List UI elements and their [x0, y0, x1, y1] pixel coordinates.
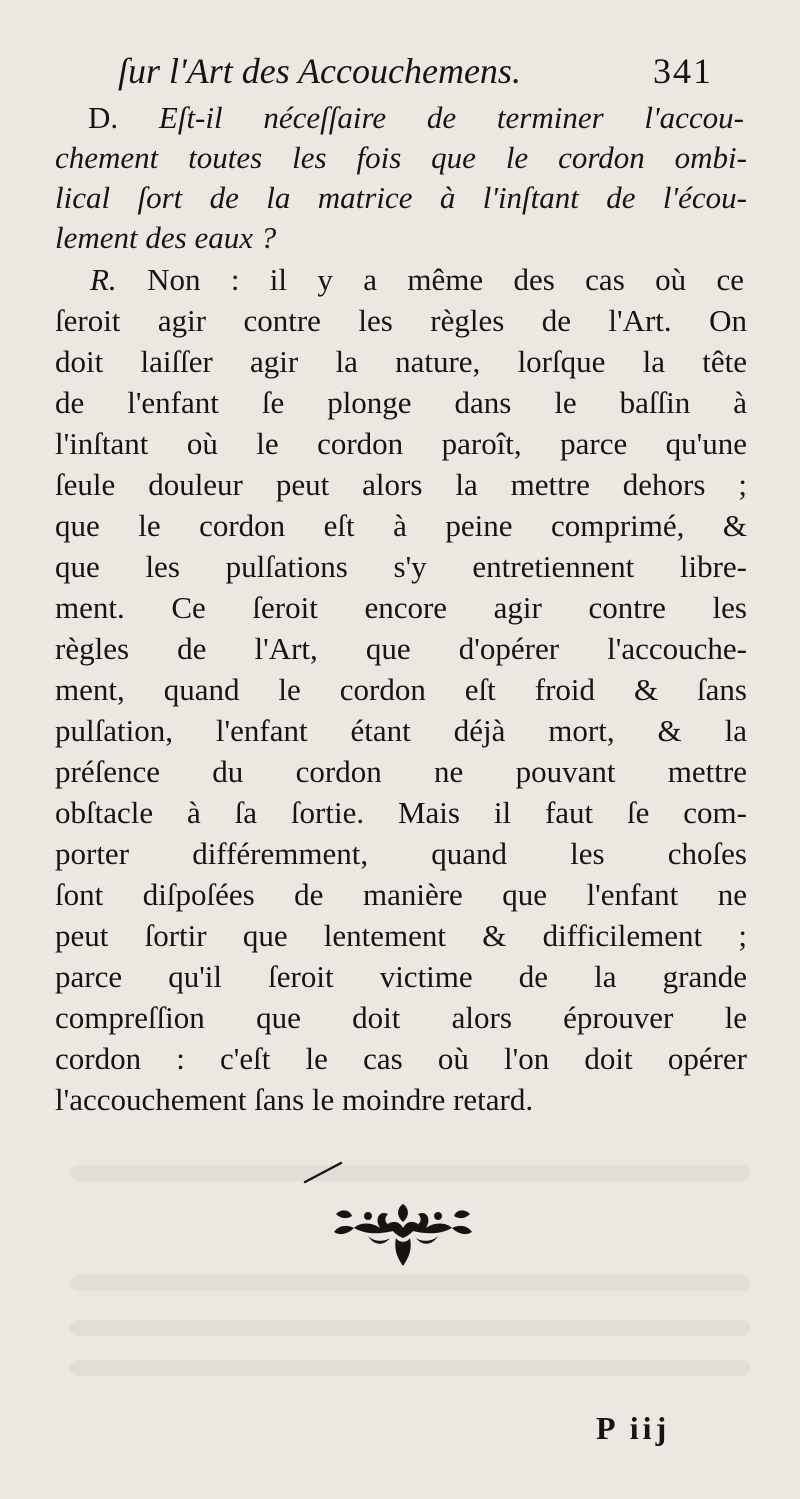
answer-line: règles de l'Art, que d'opérer l'accouche-	[55, 631, 747, 666]
answer-line: ſeroit agir contre les règles de l'Art. On	[55, 303, 747, 338]
stray-ink-mark	[303, 1160, 343, 1184]
answer-line: peut ſortir que lentement & difficilement ;	[55, 918, 747, 953]
answer-line: parce qu'il ſeroit victime de la grande	[55, 959, 747, 994]
answer-line: porter différemment, quand les choſes	[55, 836, 747, 871]
answer-line: que les pulſations s'y entretiennent libre-	[55, 549, 747, 584]
answer-line: préſence du cordon ne pouvant mettre	[55, 754, 747, 789]
signature-mark: P iij	[596, 1410, 671, 1446]
fleuron-ornament-icon	[328, 1198, 478, 1270]
show-through-band	[70, 1320, 750, 1336]
answer-line: l'inſtant où le cordon paroît, parce qu'une	[55, 426, 747, 461]
answer-line: ſeule douleur peut alors la mettre dehors ;	[55, 467, 747, 502]
question-label: D.	[88, 100, 119, 135]
answer-line: que le cordon eſt à peine comprimé, &	[55, 508, 747, 543]
answer-line: ſont diſpoſées de manière que l'enfant ne	[55, 877, 747, 912]
question-line-last: lement des eaux ?	[55, 220, 277, 255]
answer-line: obſtacle à ſa ſortie. Mais il faut ſe com-	[55, 795, 747, 830]
page-number: 341	[653, 51, 713, 91]
answer-line: cordon : c'eſt le cas où l'on doit opérer	[55, 1041, 747, 1076]
answer-line: ment, quand le cordon eſt froid & ſans	[55, 672, 747, 707]
answer-line: doit laiſſer agir la nature, lorſque la tête	[55, 344, 747, 379]
show-through-band	[70, 1275, 750, 1291]
answer-label: R.	[90, 262, 117, 297]
show-through-band	[70, 1360, 750, 1376]
answer-line-text: Non : il y a même des cas où ce	[147, 262, 745, 297]
question-line: lical ſort de la matrice à l'inſtant de l'écou-	[55, 180, 747, 215]
answer-line: pulſation, l'enfant étant déjà mort, & la	[55, 713, 747, 748]
running-head: ſur l'Art des Accouchemens.	[118, 51, 521, 91]
question-line: chement toutes les fois que le cordon ombi-	[55, 140, 747, 175]
answer-line: ment. Ce ſeroit encore agir contre les	[55, 590, 747, 625]
answer-line	[90, 260, 744, 300]
answer-line-last: l'accouchement ſans le moindre retard.	[55, 1082, 534, 1117]
question-line-text: Eſt-il néceſſaire de terminer l'accou-	[158, 100, 744, 135]
question-line	[88, 98, 744, 138]
show-through-band	[70, 1165, 750, 1181]
answer-line: de l'enfant ſe plonge dans le baſſin à	[55, 385, 747, 420]
answer-line: compreſſion que doit alors éprouver le	[55, 1000, 747, 1035]
